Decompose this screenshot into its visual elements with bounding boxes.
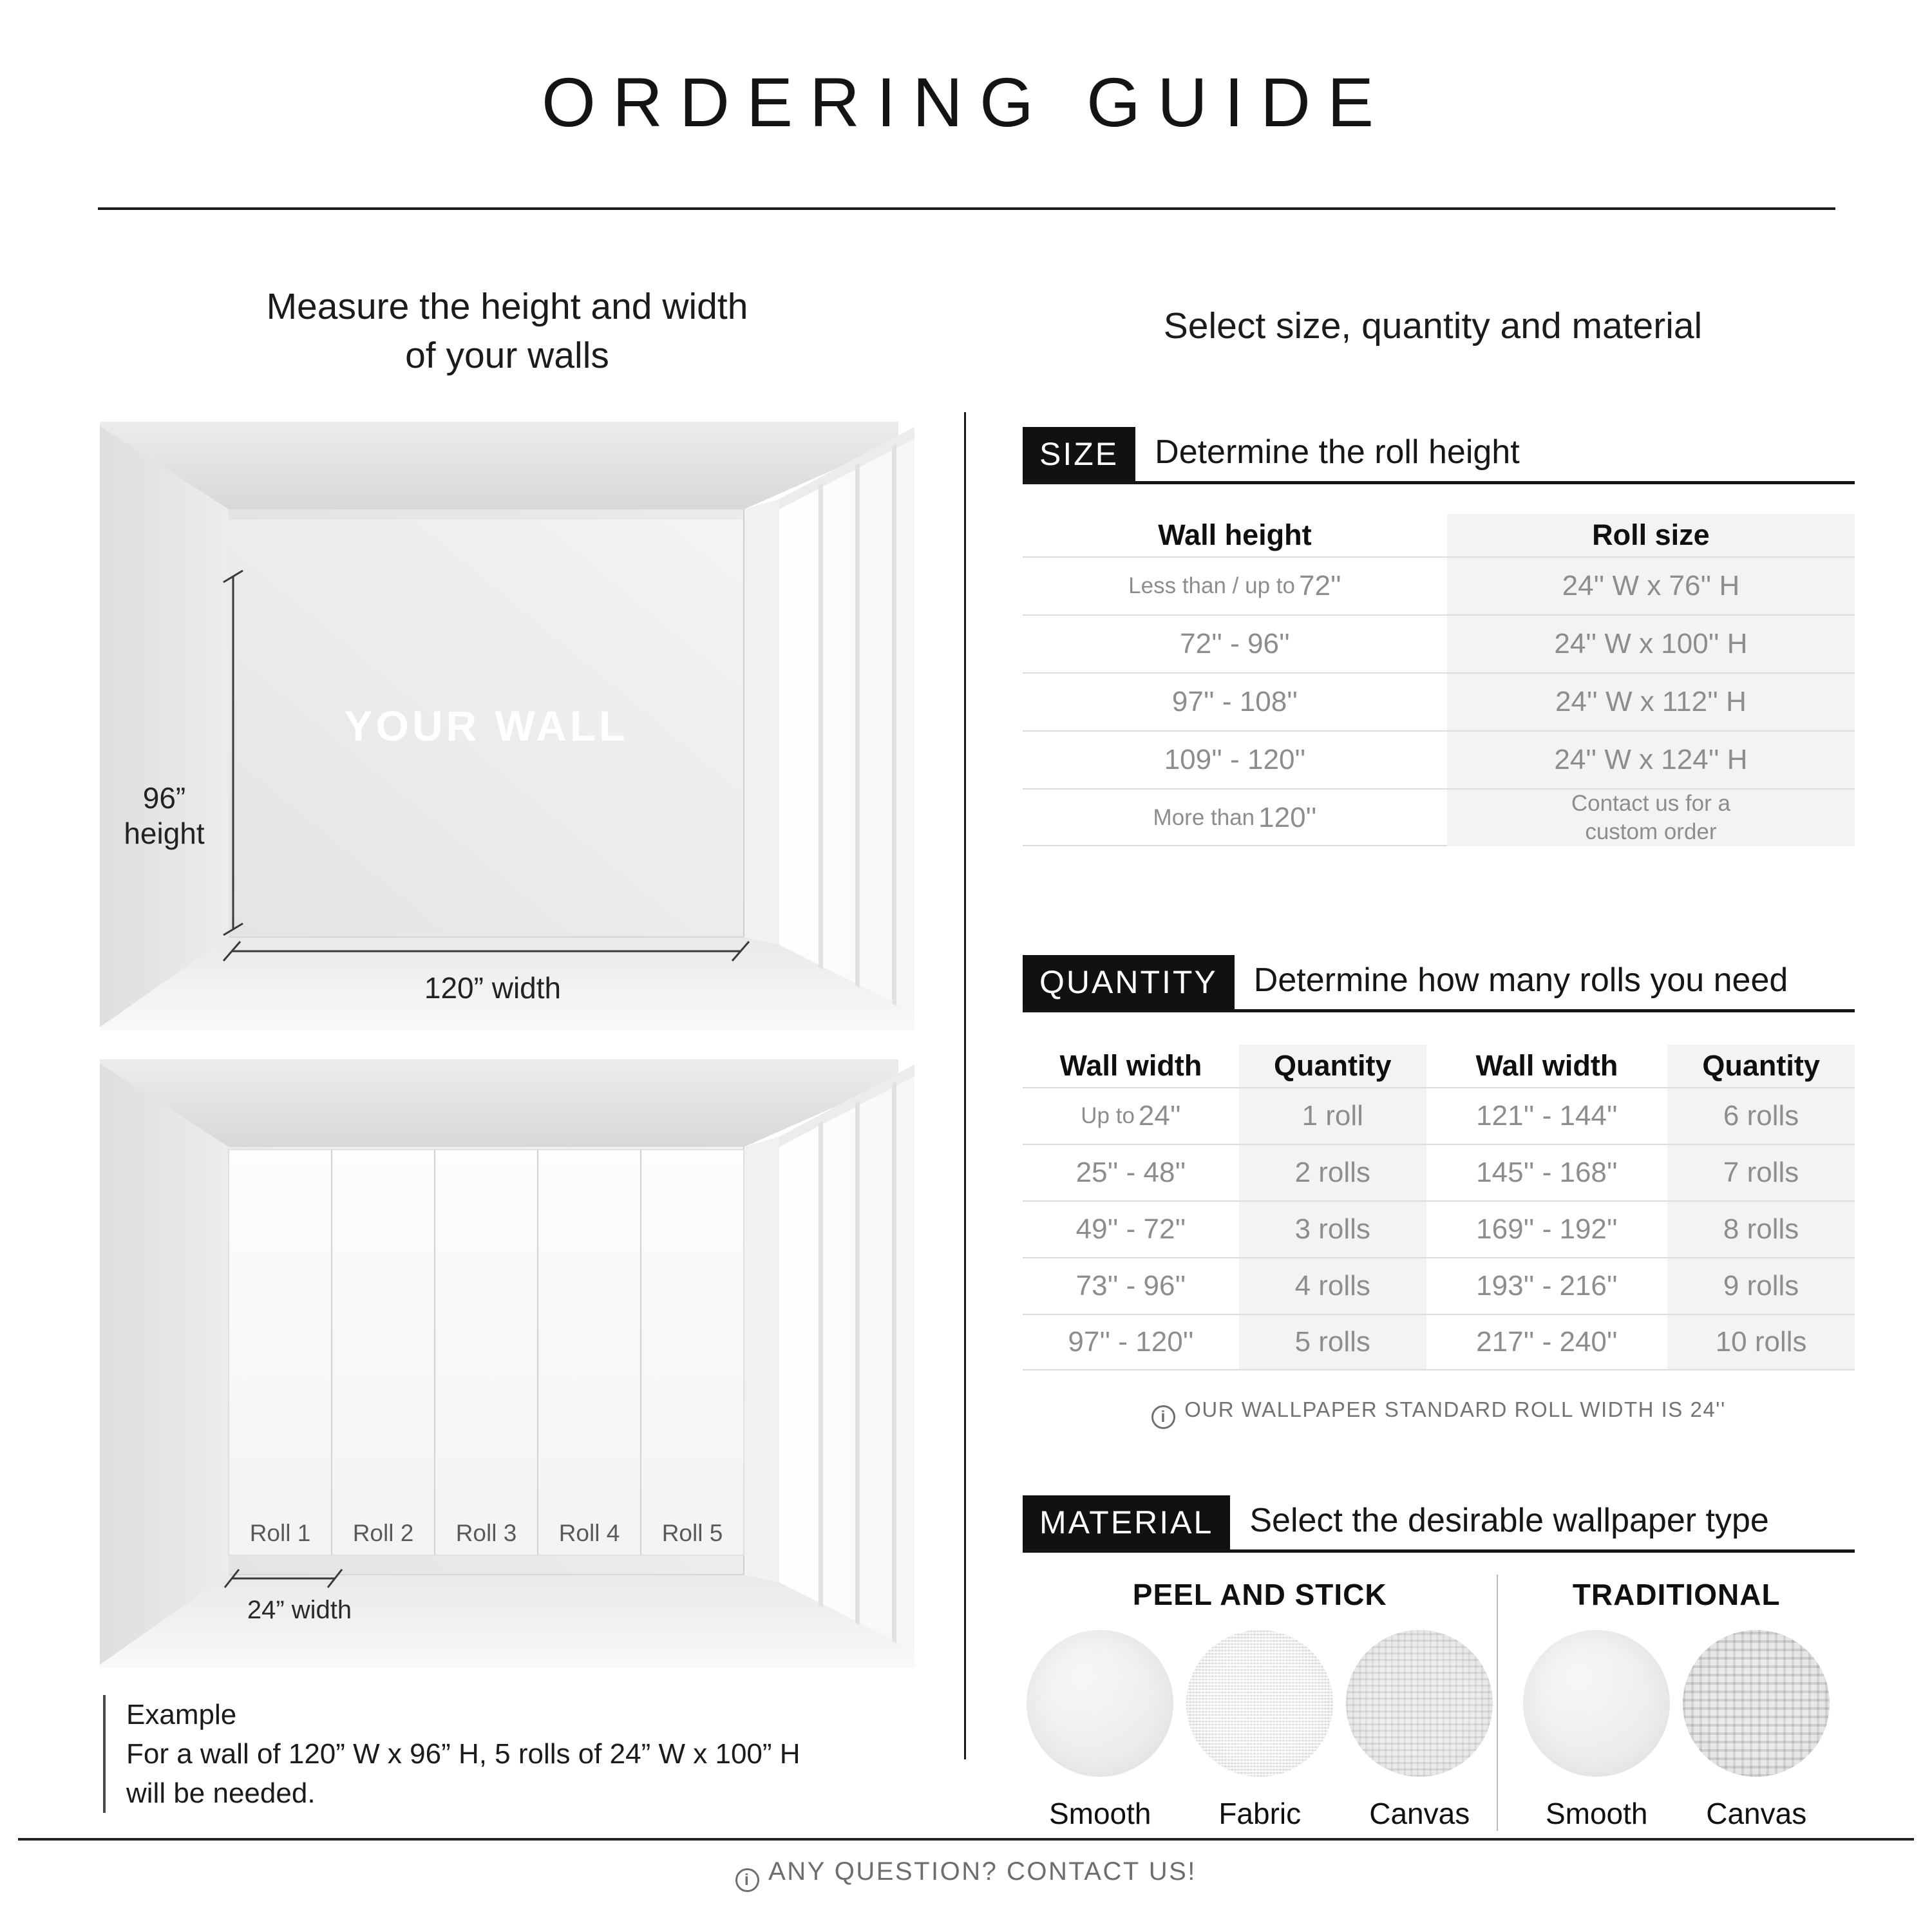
wall-width-cell: 145'' - 168'': [1476, 1157, 1618, 1188]
smooth-swatch: [1523, 1630, 1670, 1777]
wall-width-cell: 25'' - 48'': [1075, 1157, 1186, 1188]
left-wall-plane: [100, 1063, 229, 1665]
width-value-label: 120” width: [424, 971, 562, 1005]
peel-and-stick-heading: PEEL AND STICK: [1132, 1578, 1387, 1611]
height-word-label: height: [124, 817, 205, 850]
roll-4-label: Roll 4: [558, 1520, 620, 1546]
quantity-table: [1023, 1045, 1855, 1370]
qty-col-wall-width-1: Wall width: [1059, 1049, 1202, 1082]
quantity-cell: 9 rolls: [1667, 1258, 1855, 1314]
left-column-heading: [100, 282, 914, 380]
example-title: Example: [126, 1699, 237, 1730]
room-illustration-rolls: [100, 1059, 914, 1668]
size-col-wall-height: Wall height: [1158, 518, 1312, 551]
roll-2-label: Roll 2: [352, 1520, 414, 1546]
material-item-fabric: [1185, 1630, 1334, 1831]
roll-size-cell: [1447, 790, 1855, 846]
quantity-badge: QUANTITY: [1023, 955, 1235, 1009]
size-section-title: Determine the roll height: [1155, 433, 1520, 471]
size-table-row: [1023, 672, 1855, 730]
wall-width-cell: 73'' - 96'': [1075, 1270, 1186, 1302]
size-table-row: [1023, 556, 1855, 614]
quantity-table-row: [1023, 1144, 1855, 1200]
roll-1-label: Roll 1: [249, 1520, 311, 1546]
canvas-swatch: [1683, 1630, 1830, 1777]
smooth-swatch: [1027, 1630, 1173, 1777]
column-divider: [964, 412, 966, 1759]
custom-order-line2: custom order: [1585, 819, 1717, 844]
right-column-heading: Select size, quantity and material: [1163, 305, 1703, 346]
material-section-header: [1023, 1495, 1855, 1553]
wall-height-value: 120'': [1258, 802, 1317, 833]
quantity-table-row: [1023, 1200, 1855, 1257]
info-icon: i: [1151, 1405, 1175, 1429]
wall-height-prefix: Less than / up to: [1128, 573, 1295, 598]
size-section-header: [1023, 427, 1855, 484]
qty-col-wall-width-2: Wall width: [1475, 1049, 1618, 1082]
qty-col-quantity-1: Quantity: [1239, 1045, 1426, 1087]
page-title: ORDERING GUIDE: [541, 63, 1391, 141]
roll-width-label: 24” width: [247, 1596, 352, 1624]
material-item-canvas: [1345, 1630, 1494, 1831]
your-wall-label: YOUR WALL: [344, 702, 629, 750]
window-mullion-3: [892, 1081, 896, 1643]
canvas-label: Canvas: [1706, 1797, 1807, 1830]
quantity-section-title: Determine how many rolls you need: [1253, 961, 1788, 999]
size-table-row: [1023, 614, 1855, 672]
material-groups: [1023, 1575, 1855, 1831]
size-table-row: [1023, 788, 1855, 846]
wall-width-cell: 49'' - 72'': [1075, 1213, 1186, 1245]
quantity-cell: 8 rolls: [1667, 1202, 1855, 1257]
quantity-table-header-row: [1023, 1045, 1855, 1087]
wall-height-cell: [1023, 558, 1447, 614]
fabric-swatch: [1186, 1630, 1333, 1777]
window-mullion-2: [855, 463, 860, 988]
roll-size-cell: 24'' W x 76'' H: [1447, 558, 1855, 614]
traditional-swatches: [1498, 1630, 1855, 1831]
wall-width-value: 24'': [1138, 1100, 1181, 1132]
size-col-roll-size: Roll size: [1447, 514, 1855, 556]
left-heading-line2: of your walls: [405, 335, 609, 376]
left-wall-plane: [100, 426, 229, 1027]
example-block: [103, 1695, 914, 1813]
size-table-row: [1023, 730, 1855, 788]
roll-3-label: Roll 3: [455, 1520, 517, 1546]
quantity-cell: 5 rolls: [1239, 1315, 1426, 1369]
quantity-table-row: [1023, 1087, 1855, 1144]
wall-width-prefix: Up to: [1081, 1103, 1135, 1128]
room-illustration-measure: [100, 422, 914, 1030]
wall-height-cell: [1023, 674, 1447, 730]
roll-size-cell: 24'' W x 124'' H: [1447, 732, 1855, 788]
material-item-smooth: [1025, 1630, 1175, 1831]
window-mullion-1: [819, 483, 823, 970]
quantity-table-row: [1023, 1257, 1855, 1314]
wall-height-prefix: More than: [1153, 805, 1255, 830]
room2-svg: [100, 1059, 914, 1668]
wall-height-value: 72'' - 96'': [1180, 628, 1290, 659]
custom-order-line1: Contact us for a: [1571, 791, 1730, 816]
size-badge: SIZE: [1023, 427, 1135, 481]
roll-panel-area: [229, 1150, 744, 1555]
size-table: [1023, 514, 1855, 846]
fabric-label: Fabric: [1218, 1797, 1302, 1830]
wall-width-cell: 97'' - 120'': [1068, 1326, 1194, 1358]
footer-contact-text: ANY QUESTION? CONTACT US!: [768, 1857, 1197, 1886]
smooth-label: Smooth: [1545, 1797, 1648, 1830]
size-section: [1023, 427, 1855, 846]
quantity-cell: 4 rolls: [1239, 1258, 1426, 1314]
height-value-label: 96”: [142, 781, 186, 815]
footer-divider: [18, 1838, 1914, 1841]
footer-contact: [0, 1857, 1932, 1892]
wall-height-value: 72'': [1298, 570, 1341, 601]
wall-height-value: 97'' - 108'': [1171, 686, 1298, 717]
peel-and-stick-swatches: [1023, 1630, 1497, 1831]
quantity-section: [1023, 955, 1855, 1429]
ceiling-shadow: [229, 509, 744, 520]
qty-col-quantity-2: Quantity: [1667, 1045, 1855, 1087]
quantity-cell: 3 rolls: [1239, 1202, 1426, 1257]
roll-width-note-text: OUR WALLPAPER STANDARD ROLL WIDTH IS 24'': [1184, 1397, 1726, 1421]
quantity-cell: 6 rolls: [1667, 1088, 1855, 1144]
quantity-cell: 2 rolls: [1239, 1145, 1426, 1200]
wall-width-cell: 169'' - 192'': [1476, 1213, 1618, 1245]
window-mullion-2: [855, 1101, 860, 1625]
quantity-table-row: [1023, 1314, 1855, 1370]
example-line1: For a wall of 120” W x 96” H, 5 rolls of 24” W x 100” H: [126, 1738, 800, 1770]
room1-svg: [100, 422, 914, 1030]
wall-width-cell: 217'' - 240'': [1476, 1326, 1618, 1358]
traditional-heading: TRADITIONAL: [1572, 1578, 1781, 1611]
wall-height-cell: [1023, 732, 1447, 788]
title-divider: [98, 207, 1835, 210]
canvas-label: Canvas: [1369, 1797, 1470, 1830]
material-group-peel-and-stick: [1023, 1575, 1497, 1831]
size-table-header-row: [1023, 514, 1855, 556]
quantity-cell: 10 rolls: [1667, 1315, 1855, 1369]
material-section: [1023, 1495, 1855, 1831]
quantity-section-header: [1023, 955, 1855, 1012]
wall-height-cell: [1023, 616, 1447, 672]
roll-width-note: [1023, 1397, 1855, 1429]
material-item-smooth-traditional: [1522, 1630, 1671, 1831]
quantity-cell: 7 rolls: [1667, 1145, 1855, 1200]
material-badge: MATERIAL: [1023, 1495, 1230, 1549]
window-mullion-1: [819, 1121, 823, 1607]
roll-size-cell: 24'' W x 100'' H: [1447, 616, 1855, 672]
wall-height-value: 109'' - 120'': [1164, 744, 1306, 775]
roll-5-label: Roll 5: [661, 1520, 723, 1546]
material-group-traditional: [1497, 1575, 1855, 1831]
material-section-title: Select the desirable wallpaper type: [1249, 1502, 1769, 1539]
ceiling-plane: [100, 422, 898, 509]
info-icon: i: [735, 1868, 759, 1892]
canvas-swatch: [1346, 1630, 1493, 1777]
ceiling-plane: [100, 1059, 898, 1147]
smooth-label: Smooth: [1048, 1797, 1151, 1830]
wall-height-cell: [1023, 790, 1447, 846]
wall-width-cell: 193'' - 216'': [1476, 1270, 1618, 1302]
wall-width-cell: [1023, 1088, 1239, 1144]
wall-width-cell: 121'' - 144'': [1476, 1100, 1618, 1132]
quantity-cell: 1 roll: [1239, 1088, 1426, 1144]
left-heading-line1: Measure the height and width: [266, 286, 748, 327]
window-jamb: [744, 499, 779, 945]
window-mullion-3: [892, 444, 896, 1006]
roll-size-cell: 24'' W x 112'' H: [1447, 674, 1855, 730]
example-line2: will be needed.: [126, 1777, 316, 1809]
material-item-canvas-traditional: [1681, 1630, 1831, 1831]
window-jamb: [744, 1137, 779, 1582]
